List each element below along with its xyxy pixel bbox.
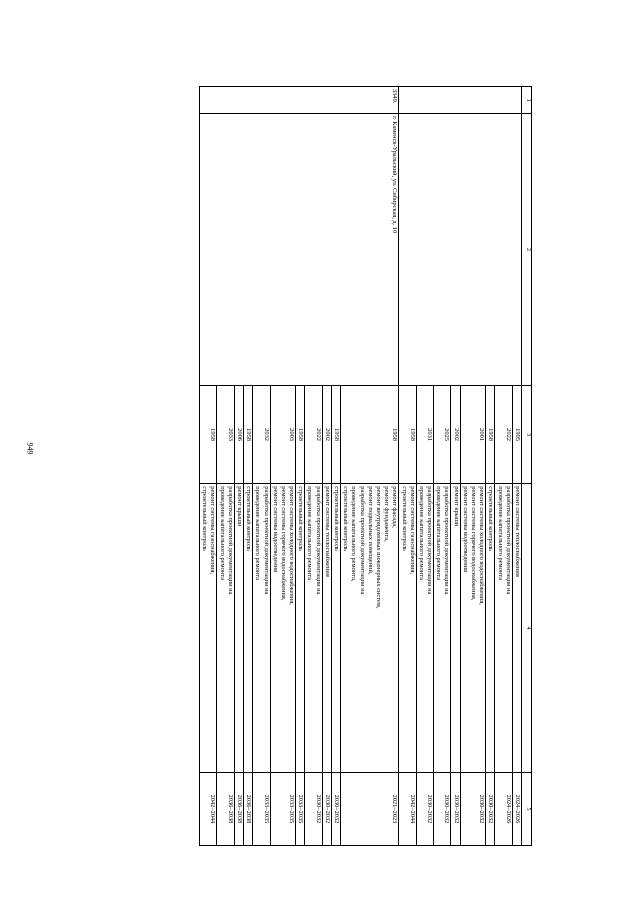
work-cell: [322, 484, 331, 773]
work-line: разработка проектной документации на: [504, 486, 512, 595]
work-line: строительный контроль: [342, 486, 350, 551]
year-cell: 1958: [200, 385, 217, 483]
year-cell: 2003: [270, 385, 296, 483]
work-line: ремонт крыши: [452, 486, 460, 527]
year-cell: 1958: [486, 385, 495, 483]
year-cell: 2001: [460, 385, 486, 483]
work-line: ремонт системы холодного водоснабжения,: [288, 486, 296, 605]
period-cell: 2036–2038: [217, 772, 234, 845]
work-line: ремонт системы теплоснабжения: [514, 486, 521, 577]
work-line: ремонт фасада,: [391, 486, 399, 528]
work-line: строительный контроль: [400, 486, 408, 551]
year-cell: 2006: [234, 385, 243, 483]
work-line: разработка проектной документации на: [314, 486, 322, 595]
work-line: ремонт системы водоотведения: [271, 486, 279, 572]
period-cell: 2036–2038: [234, 772, 243, 845]
period-cell: 2030–2032: [486, 772, 495, 845]
work-cell: [451, 484, 460, 773]
period-cell: 2033–2035: [253, 772, 270, 845]
address-cell: г. Каменск-Уральский, ул. Сибирская, д. 10: [200, 114, 399, 386]
table-body: [200, 87, 522, 846]
period-cell: 2030–2032: [460, 772, 486, 845]
period-cell: 2030–2032: [305, 772, 322, 845]
year-cell: 2002: [451, 385, 460, 483]
work-line: ремонт системы водоотведения: [461, 486, 469, 572]
work-cell: [234, 484, 243, 773]
period-cell: 2024–2026: [512, 772, 521, 845]
work-line: строительный контроль: [245, 486, 253, 551]
work-line: проведение капитального ремонта: [496, 486, 504, 580]
year-cell: 2022: [305, 385, 322, 483]
work-line: разработка проектной документации на: [262, 486, 270, 595]
table-wrapper: [85, 86, 532, 846]
period-cell: 2042–2044: [399, 772, 416, 845]
work-line: ремонт системы газоснабжения,: [209, 486, 217, 575]
work-line: проведение капитального ремонта,: [350, 486, 358, 582]
work-line: проведение капитального ремонта: [218, 486, 226, 580]
period-cell: 2030–2032: [451, 772, 460, 845]
year-cell: 2031: [416, 385, 433, 483]
period-cell: 2033–2035: [270, 772, 296, 845]
period-cell: 2021–2023: [341, 772, 399, 845]
work-line: проведение капитального ремонта: [306, 486, 314, 580]
work-cell: [486, 484, 495, 773]
work-line: проведение капитального ремонта: [254, 486, 262, 580]
work-cell: [399, 484, 416, 773]
header-col-4: 4: [522, 484, 532, 773]
record-number-cell: 3349.: [200, 87, 399, 114]
header-row: [522, 87, 532, 846]
year-cell: 2022: [495, 385, 512, 483]
work-line: ремонт внутридомовых инженерных систем,: [375, 486, 382, 609]
work-cell: [305, 484, 322, 773]
header-col-3: 3: [522, 385, 532, 483]
period-cell: 2033–2035: [296, 772, 305, 845]
repair-schedule-table: [199, 86, 532, 846]
work-line: строительный контроль: [487, 486, 495, 551]
work-cell: [416, 484, 433, 773]
work-line: ремонт системы газоснабжения,: [408, 486, 416, 575]
table-row: [341, 87, 399, 846]
year-cell: 2025: [434, 385, 451, 483]
work-line: ремонт системы теплоснабжения: [323, 486, 331, 577]
period-cell: 2036–2038: [244, 772, 253, 845]
work-line: ремонт подвальных помещений,: [366, 486, 374, 575]
work-line: разработка проектной документации на: [226, 486, 234, 595]
year-cell: 1958: [399, 385, 416, 483]
period-cell: 2042–2044: [200, 772, 217, 845]
work-line: ремонт системы горячего водоснабжения,: [470, 486, 478, 601]
work-line: ремонт системы холодного водоснабжения,: [478, 486, 486, 605]
period-cell: 2030–2032: [331, 772, 340, 845]
header-col-1: 1: [522, 87, 532, 114]
year-cell: 2002: [322, 385, 331, 483]
work-cell: [495, 484, 512, 773]
address-cell: [399, 114, 522, 386]
work-cell: [434, 484, 451, 773]
year-cell: 2032: [253, 385, 270, 483]
table-row: [512, 87, 521, 846]
work-line: проведение капитального ремонта: [435, 486, 443, 580]
work-cell: [331, 484, 340, 773]
period-cell: 2030–2032: [434, 772, 451, 845]
work-line: проведение капитального ремонта: [417, 486, 425, 580]
year-cell: 1958: [244, 385, 253, 483]
work-line: строительный контроль: [201, 486, 209, 551]
record-number-cell: [399, 87, 522, 114]
work-line: ремонт фундамента,: [383, 486, 391, 542]
page-number: 949: [25, 442, 35, 455]
work-line: ремонт системы горячего водоснабжения,: [279, 486, 287, 601]
year-cell: 1958: [341, 385, 399, 483]
work-cell: [341, 484, 399, 773]
work-line: разработка проектной документации на: [443, 486, 451, 595]
year-cell: 1995: [512, 385, 521, 483]
year-cell: 1958: [296, 385, 305, 483]
work-cell: [253, 484, 270, 773]
work-line: строительный контроль: [333, 486, 341, 551]
work-cell: [217, 484, 234, 773]
period-cell: 2024–2026: [495, 772, 512, 845]
work-cell: [244, 484, 253, 773]
work-cell: [512, 484, 521, 773]
work-line: разработка проектной документации на: [358, 486, 366, 595]
work-cell: [200, 484, 217, 773]
header-col-5: 5: [522, 772, 532, 845]
work-line: ремонт крыши: [236, 486, 243, 527]
year-cell: 1958: [331, 385, 340, 483]
year-cell: 2033: [217, 385, 234, 483]
work-line: строительный контроль: [297, 486, 305, 551]
header-col-2: 2: [522, 114, 532, 386]
period-cell: 2030–2032: [322, 772, 331, 845]
work-cell: [460, 484, 486, 773]
work-cell: [270, 484, 296, 773]
work-line: разработка проектной документации на: [426, 486, 434, 595]
rotated-table-container: [85, 86, 532, 846]
period-cell: 2030–2032: [416, 772, 433, 845]
work-cell: [296, 484, 305, 773]
